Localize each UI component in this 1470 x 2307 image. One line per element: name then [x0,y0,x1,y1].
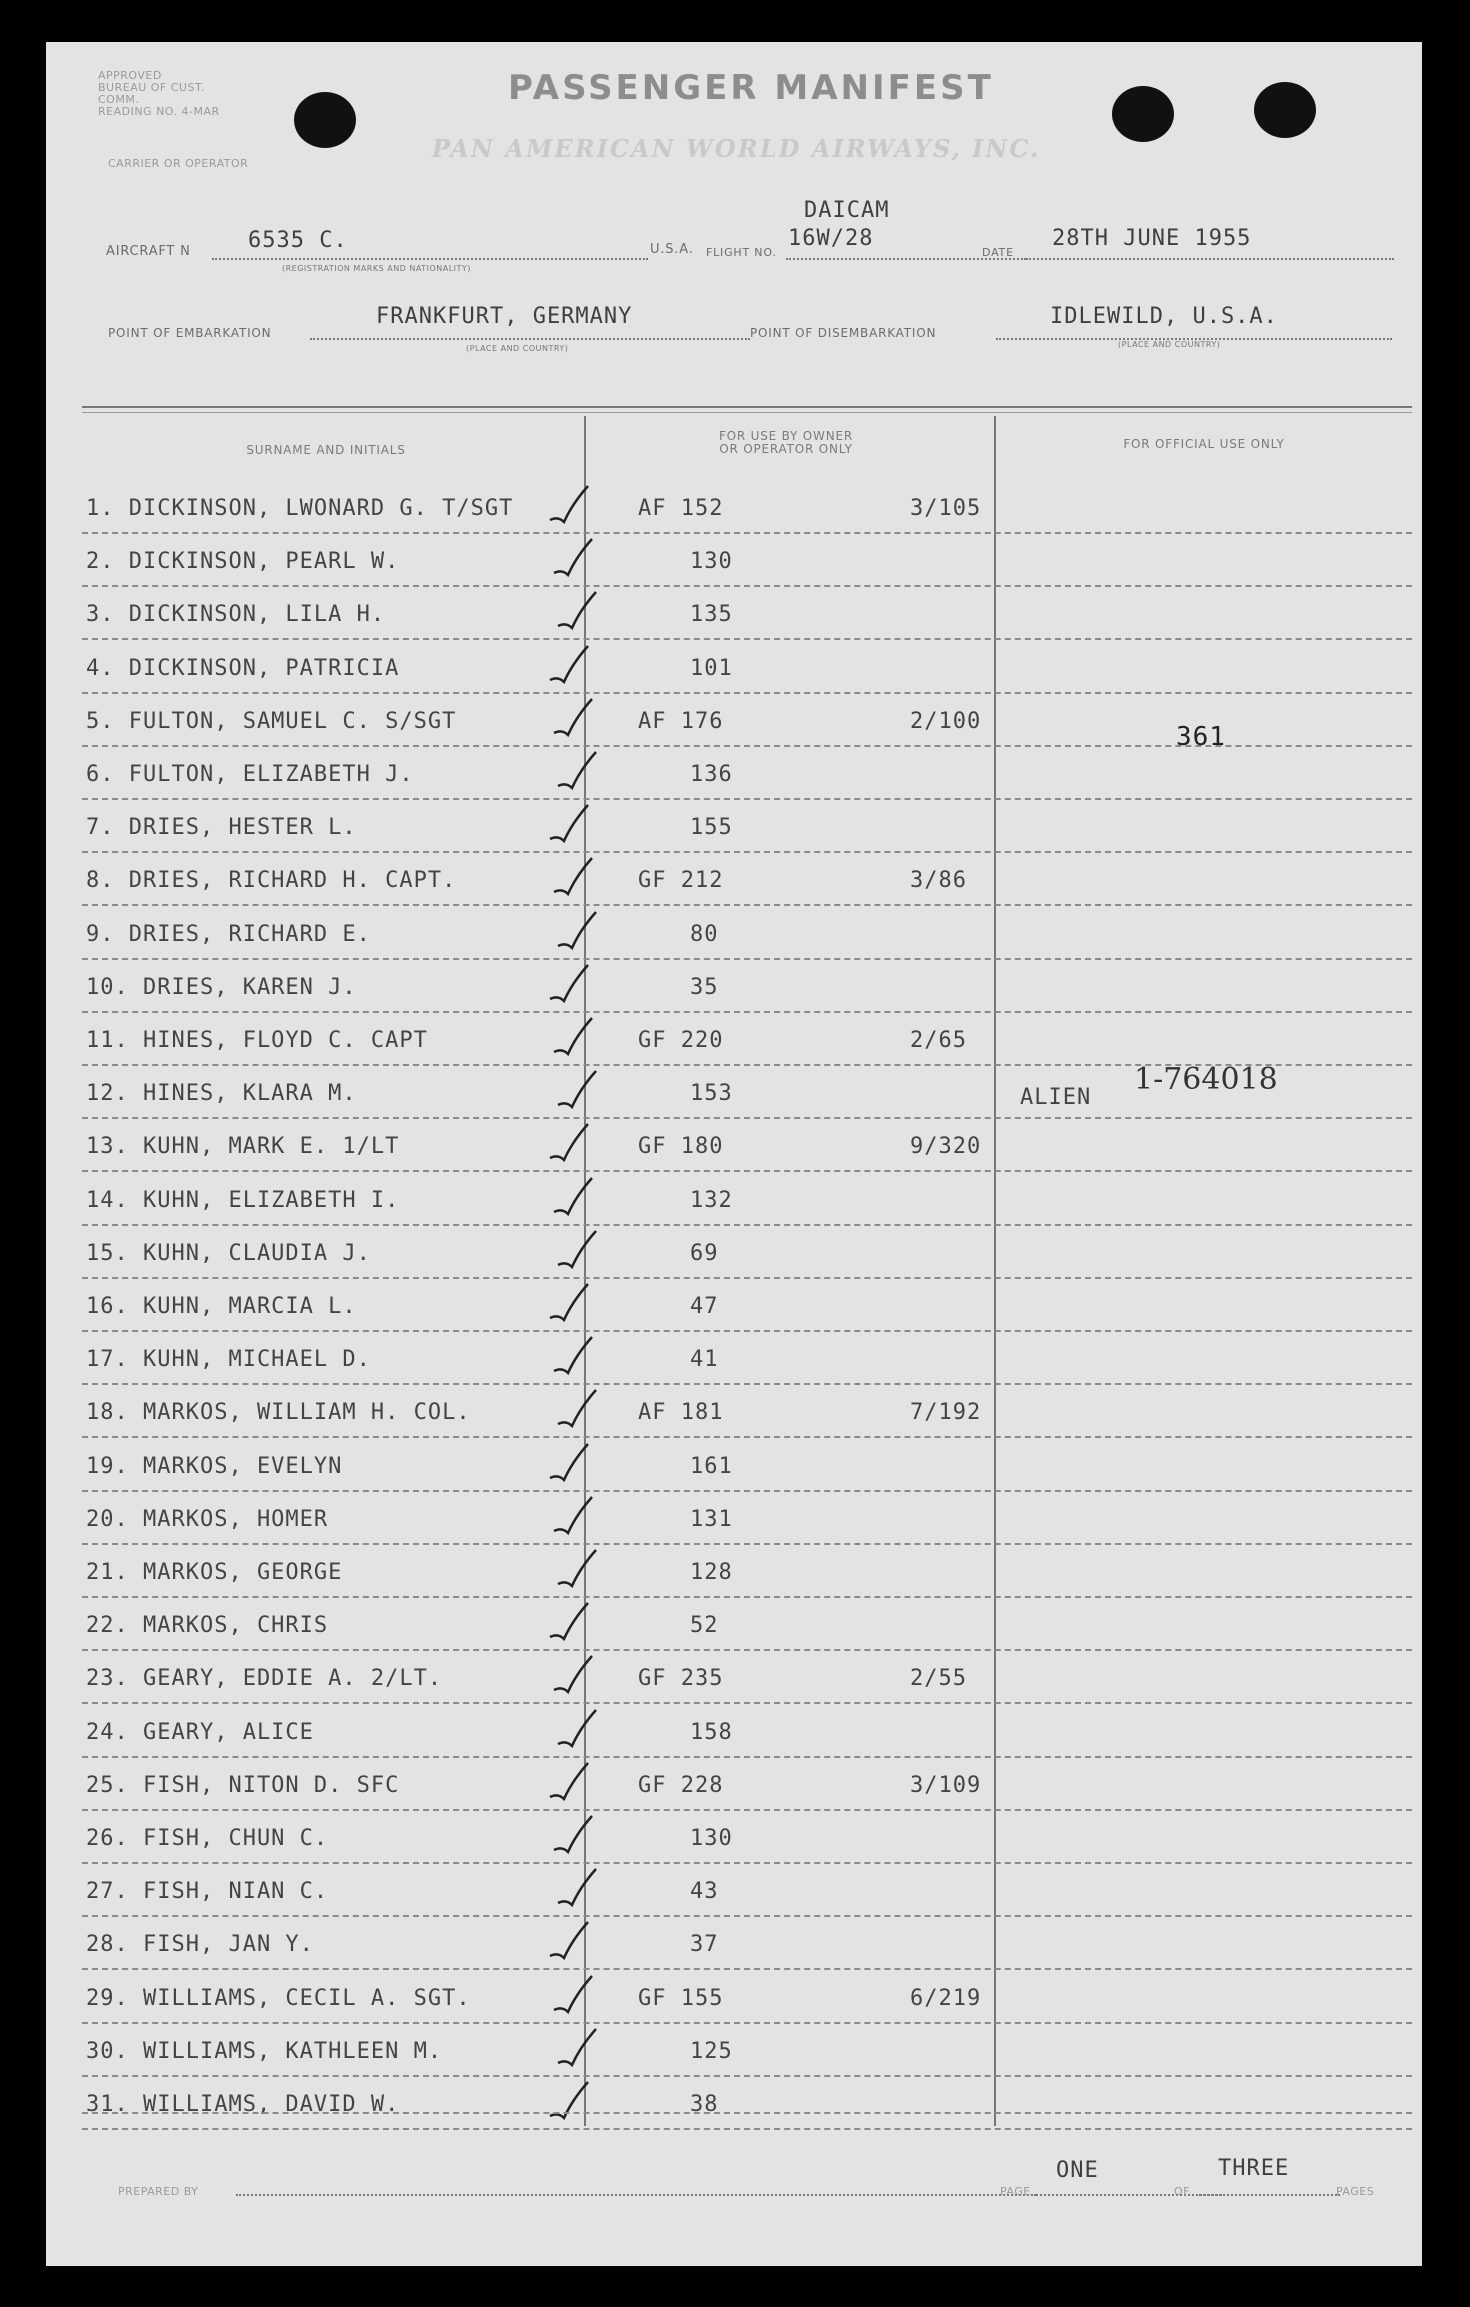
check-mark-icon [550,1812,596,1858]
check-mark-icon [550,1972,596,2018]
passenger-name: 15. KUHN, CLAUDIA J. [86,1241,371,1266]
operator-code: GF 155 [638,1986,724,2011]
punch-hole-right-2 [1254,82,1316,138]
passenger-name: 19. MARKOS, EVELYN [86,1454,343,1479]
row-divider [82,1383,1412,1385]
passenger-weight: 69 [690,1241,719,1266]
page-title: PASSENGER MANIFEST [508,68,994,108]
check-mark-icon [554,588,600,634]
check-mark-icon [546,1599,592,1645]
row-divider [82,798,1412,800]
passenger-name: 7. DRIES, HESTER L. [86,815,357,840]
check-mark-icon [550,1333,596,1379]
passenger-name: 28. FISH, JAN Y. [86,1932,314,1957]
passenger-weight: 101 [690,656,733,681]
passenger-name: 26. FISH, CHUN C. [86,1826,329,1851]
row-divider [82,2128,1412,2130]
usa-label: U.S.A. [650,242,694,257]
passenger-name: 3. DICKINSON, LILA H. [86,602,386,627]
row-divider [82,958,1412,960]
passenger-weight: 136 [690,762,733,787]
check-mark-icon [546,1280,592,1326]
passenger-weight: 43 [690,1879,719,1904]
check-mark-icon [550,1174,596,1220]
row-divider [82,1490,1412,1492]
page-value: ONE [1056,2158,1099,2183]
passenger-name: 9. DRIES, RICHARD E. [86,922,371,947]
passenger-name: 29. WILLIAMS, CECIL A. SGT. [86,1986,471,2011]
operator-code: AF 152 [638,496,724,521]
passenger-name: 30. WILLIAMS, KATHLEEN M. [86,2039,443,2064]
prepared-label: PREPARED BY [118,2185,199,2198]
alien-number: 1-764018 [1134,1062,1278,1097]
check-mark-icon [546,482,592,528]
passenger-name: 16. KUHN, MARCIA L. [86,1294,357,1319]
baggage-value: 7/192 [910,1400,982,1425]
check-mark-icon [550,695,596,741]
row-divider [82,1649,1412,1651]
col-head-names: SURNAME AND INITIALS [246,443,406,457]
passenger-weight: 38 [690,2092,719,2117]
passenger-name: 25. FISH, NITON D. SFC [86,1773,400,1798]
passenger-name: 31. WILLIAMS, DAVID W. [86,2092,400,2117]
check-mark-icon [554,1706,600,1752]
operator-code: GF 220 [638,1028,724,1053]
passenger-weight: 37 [690,1932,719,1957]
check-mark-icon [550,854,596,900]
baggage-value: 6/219 [910,1986,982,2011]
flight-label: FLIGHT NO. [706,246,777,259]
row-divider [82,532,1412,534]
row-divider [82,1277,1412,1279]
passenger-weight: 41 [690,1347,719,1372]
disembark-caption: (PLACE AND COUNTRY) [1118,340,1221,349]
aircraft-label: AIRCRAFT N [106,244,191,259]
check-mark-icon [550,1493,596,1539]
passenger-weight: 155 [690,815,733,840]
check-mark-icon [546,642,592,688]
check-mark-icon [546,1120,592,1166]
flight-value-top: DAICAM [804,198,890,223]
row-divider [82,1915,1412,1917]
passenger-name: 6. FULTON, ELIZABETH J. [86,762,414,787]
row-divider [82,1224,1412,1226]
check-mark-icon [554,748,600,794]
passenger-weight: 52 [690,1613,719,1638]
row-divider [82,2022,1412,2024]
baggage-value: 3/109 [910,1773,982,1798]
embark-label: POINT OF EMBARKATION [108,326,272,340]
passenger-weight: 80 [690,922,719,947]
manifest-page [46,42,1422,2266]
passenger-name: 8. DRIES, RICHARD H. CAPT. [86,868,457,893]
col-head-owner: FOR USE BY OWNER OR OPERATOR ONLY [718,429,854,456]
passenger-weight: 35 [690,975,719,1000]
row-divider [82,1117,1412,1119]
row-divider [82,1436,1412,1438]
row-divider [82,585,1412,587]
baggage-value: 9/320 [910,1134,982,1159]
official-stamp-number: 361 [1176,722,1226,752]
passenger-weight: 132 [690,1188,733,1213]
check-mark-icon [550,535,596,581]
page-label: PAGE [1000,2185,1031,2198]
check-mark-icon [554,1227,600,1273]
carrier-label: CARRIER OR OPERATOR [108,157,249,170]
passenger-name: 23. GEARY, EDDIE A. 2/LT. [86,1666,443,1691]
passenger-weight: 131 [690,1507,733,1532]
row-divider [82,1330,1412,1332]
passenger-name: 5. FULTON, SAMUEL C. S/SGT [86,709,457,734]
passenger-name: 27. FISH, NIAN C. [86,1879,329,1904]
row-divider [82,1862,1412,1864]
passenger-name: 2. DICKINSON, PEARL W. [86,549,400,574]
passenger-name: 1. DICKINSON, LWONARD G. T/SGT [86,496,514,521]
check-mark-icon [554,1386,600,1432]
embark-value: FRANKFURT, GERMANY [376,304,633,329]
check-mark-icon [554,1865,600,1911]
row-divider [82,1543,1412,1545]
date-label: DATE [982,246,1014,259]
row-divider [82,1702,1412,1704]
check-mark-icon [550,1014,596,1060]
passenger-weight: 135 [690,602,733,627]
baggage-value: 2/100 [910,709,982,734]
passenger-name: 4. DICKINSON, PATRICIA [86,656,400,681]
passenger-name: 22. MARKOS, CHRIS [86,1613,329,1638]
check-mark-icon [554,1067,600,1113]
passenger-name: 24. GEARY, ALICE [86,1720,314,1745]
aircraft-value: 6535 C. [248,228,348,253]
pages-value: THREE [1218,2156,1290,2181]
row-divider [82,851,1412,853]
col-head-official: FOR OFFICIAL USE ONLY [1123,437,1285,451]
pages-label: PAGES [1336,2185,1375,2198]
operator-code: GF 180 [638,1134,724,1159]
row-divider [82,638,1412,640]
row-divider [82,2075,1412,2077]
airline-name: PAN AMERICAN WORLD AIRWAYS, INC. [432,134,1041,163]
passenger-weight: 130 [690,1826,733,1851]
check-mark-icon [546,1918,592,1964]
passenger-weight: 128 [690,1560,733,1585]
baggage-value: 2/55 [910,1666,967,1691]
flight-value: 16W/28 [788,226,874,251]
disembark-value: IDLEWILD, U.S.A. [1050,304,1278,329]
passenger-weight: 47 [690,1294,719,1319]
passenger-weight: 153 [690,1081,733,1106]
check-mark-icon [554,908,600,954]
passenger-weight: 161 [690,1454,733,1479]
operator-code: GF 212 [638,868,724,893]
check-mark-icon [554,2025,600,2071]
check-mark-icon [550,1652,596,1698]
operator-code: AF 181 [638,1400,724,1425]
passenger-weight: 158 [690,1720,733,1745]
check-mark-icon [546,1759,592,1805]
operator-code: GF 235 [638,1666,724,1691]
baggage-value: 3/105 [910,496,982,521]
row-divider [82,1170,1412,1172]
registration-caption: (REGISTRATION MARKS AND NATIONALITY) [282,264,471,273]
operator-code: AF 176 [638,709,724,734]
row-divider [82,904,1412,906]
official-note: ALIEN [1020,1085,1092,1110]
check-mark-icon [554,1546,600,1592]
passenger-name: 17. KUHN, MICHAEL D. [86,1347,371,1372]
disembark-label: POINT OF DISEMBARKATION [750,326,937,340]
passenger-weight: 130 [690,549,733,574]
of-label: OF [1174,2185,1190,2198]
passenger-name: 14. KUHN, ELIZABETH I. [86,1188,400,1213]
punch-hole-right-1 [1112,86,1174,142]
baggage-value: 2/65 [910,1028,967,1053]
passenger-name: 10. DRIES, KAREN J. [86,975,357,1000]
punch-hole-left [294,92,356,148]
check-mark-icon [546,801,592,847]
row-divider [82,692,1412,694]
passenger-name: 11. HINES, FLOYD C. CAPT [86,1028,428,1053]
column-divider-2 [994,416,996,2126]
approval-text: APPROVED BUREAU OF CUST. COMM. READING NO. 4-MAR [98,69,220,118]
embark-caption: (PLACE AND COUNTRY) [466,344,569,353]
check-mark-icon [546,961,592,1007]
check-mark-icon [546,1440,592,1486]
row-divider [82,1968,1412,1970]
row-divider [82,1756,1412,1758]
passenger-name: 12. HINES, KLARA M. [86,1081,357,1106]
baggage-value: 3/86 [910,868,967,893]
passenger-name: 21. MARKOS, GEORGE [86,1560,343,1585]
passenger-weight: 125 [690,2039,733,2064]
check-mark-icon [546,2078,592,2124]
passenger-name: 20. MARKOS, HOMER [86,1507,329,1532]
date-value: 28TH JUNE 1955 [1052,226,1252,251]
operator-code: GF 228 [638,1773,724,1798]
row-divider [82,1011,1412,1013]
passenger-name: 18. MARKOS, WILLIAM H. COL. [86,1400,471,1425]
passenger-name: 13. KUHN, MARK E. 1/LT [86,1134,400,1159]
row-divider [82,1809,1412,1811]
row-divider [82,1596,1412,1598]
